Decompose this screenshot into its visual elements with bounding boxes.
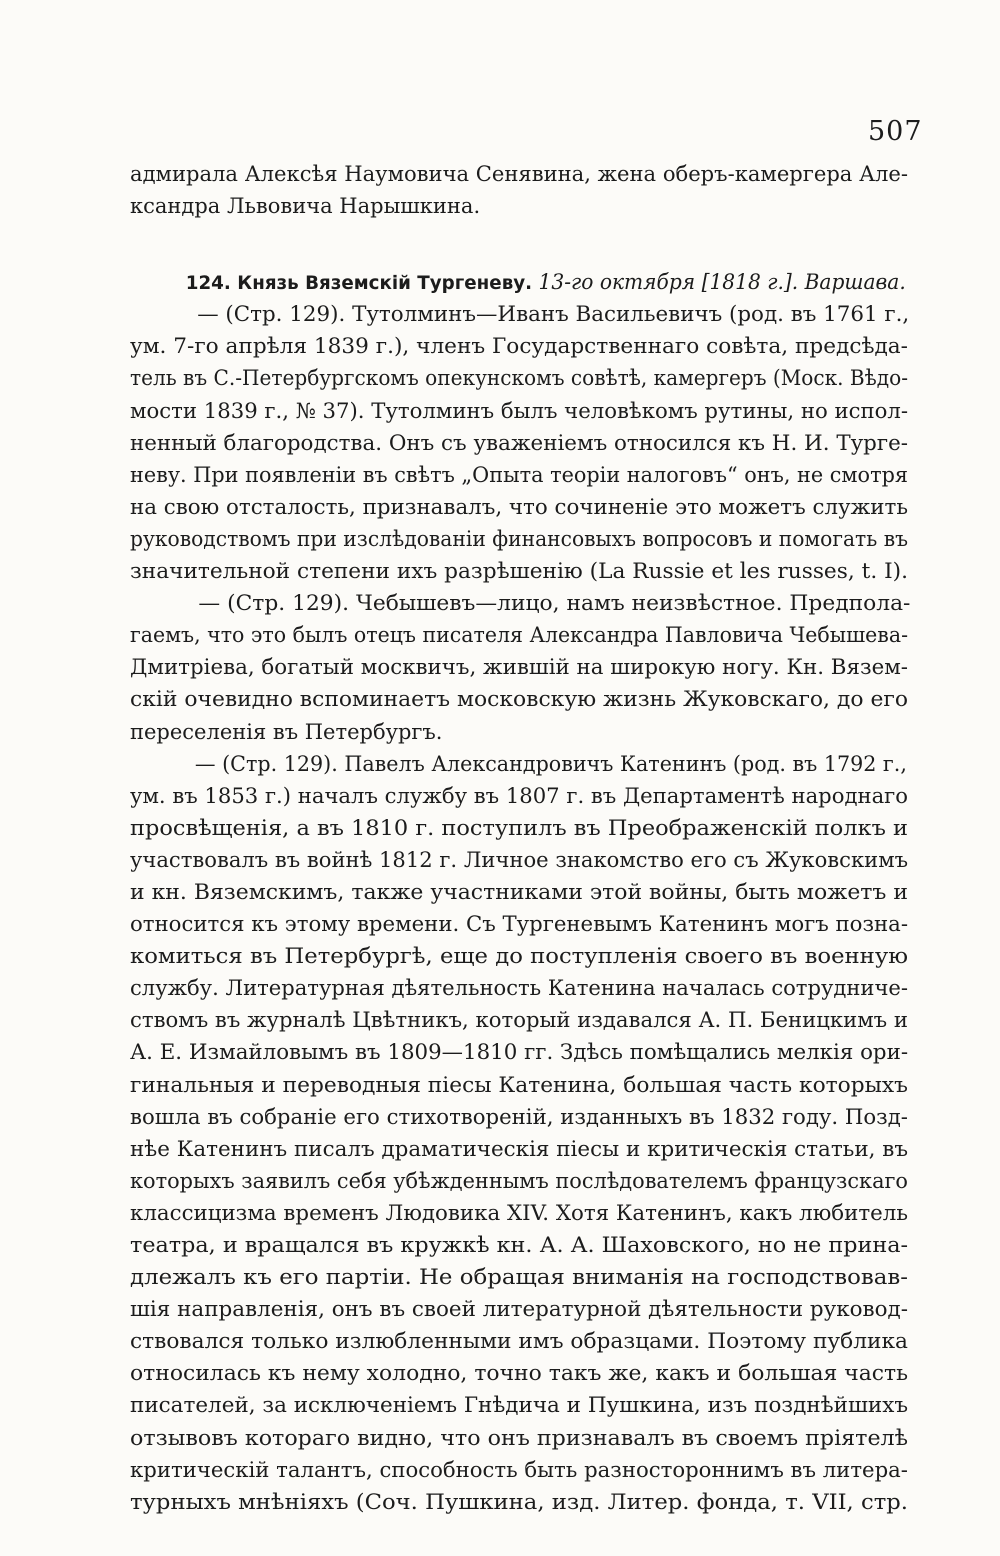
page-number: 507 (868, 116, 923, 147)
text-line: и кн. Вяземскимъ, также участниками этой войны, быть можетъ и (130, 879, 908, 904)
text-line: которыхъ заявилъ себя убѣжденнымъ послѣдователемъ французскаго (130, 1168, 908, 1193)
text-line: службу. Литературная дѣятельность Катенина началась сотрудниче- (130, 976, 908, 1001)
text-line: А. Е. Измайловымъ въ 1809—1810 гг. Здѣсь помѣщались мелкія ори- (130, 1040, 909, 1065)
text-line: нѣе Катенинъ писалъ драматическія піесы и критическія статьи, въ (130, 1136, 908, 1161)
text-line: — (Стр. 129). Павелъ Александровичъ Катенинъ (род. въ 1792 г., (194, 751, 907, 776)
text-line: на свою отсталость, признавалъ, что сочиненіе это можетъ служить (130, 494, 908, 519)
text-line: классицизма временъ Людовика XIV. Хотя Катенинъ, какъ любитель (130, 1200, 908, 1225)
text-line: критическій талантъ, способность быть разностороннимъ въ литера- (130, 1457, 908, 1482)
text-line: ненный благородства. Онъ съ уваженіемъ относился къ Н. И. Турге- (130, 430, 908, 455)
text-line: ум. 7-го апрѣля 1839 г.), членъ Государственнаго совѣта, предсѣда- (130, 334, 908, 359)
entry-date-place: 13-го октября [1818 г.]. Варшава. (538, 270, 906, 295)
text-line: мости 1839 г., № 37). Тутолминъ былъ человѣкомъ рутины, но испол- (130, 398, 908, 423)
text-line: комиться въ Петербургѣ, еще до поступленія своего въ военную (130, 944, 908, 969)
text-line: просвѣщенія, а въ 1810 г. поступилъ въ Преображенскій полкъ и (130, 815, 909, 840)
text-line: длежалъ къ его партіи. Не обращая вниманія на господствовав- (130, 1265, 909, 1290)
paragraph-gap (130, 222, 908, 266)
text-line: относилась къ нему холодно, точно такъ же, какъ и большая часть (130, 1361, 909, 1386)
text-line: отзывовъ котораго видно, что онъ признавалъ въ своемъ пріятелѣ (130, 1425, 909, 1450)
text-line: переселенія въ Петербургъ. (130, 719, 443, 744)
text-line: руководствомъ при изслѣдованіи финансовыхъ вопросовъ и помогать въ (130, 526, 908, 551)
text-line: адмирала Алексѣя Наумовича Сенявина, жена оберъ-камергера Але- (130, 162, 909, 186)
text-line: — (Стр. 129). Тутолминъ—Иванъ Васильевичъ (род. въ 1761 г., (197, 302, 910, 327)
text-line: тель въ С.-Петербургскомъ опекунскомъ совѣтѣ, камергеръ (Моск. Вѣдо- (130, 366, 909, 391)
text-line: ум. въ 1853 г.) началъ службу въ 1807 г. въ Департаментѣ народнаго (130, 783, 909, 808)
entry-heading: Князь Вяземскій Тургеневу. (237, 272, 533, 295)
text-line: турныхъ мнѣніяхъ (Соч. Пушкина, изд. Литер. фонда, т. VII, стр. (130, 1489, 908, 1514)
entry-number: 124. (185, 272, 231, 295)
text-line: ствомъ въ журналѣ Цвѣтникъ, который издавался А. П. Беницкимъ и (130, 1008, 909, 1033)
entry-heading-line (130, 266, 906, 298)
page-text (130, 158, 911, 1518)
text-line: значительной степени ихъ разрѣшенію (La Russie et les russes, t. I). (130, 559, 908, 584)
text-line: скій очевидно вспоминаетъ московскую жизнь Жуковскаго, до его (130, 687, 908, 712)
text-line: шія направленія, онъ въ своей литературной дѣятельности руковод- (130, 1297, 908, 1322)
text-line: гаемъ, что это былъ отецъ писателя Александра Павловича Чебышева- (130, 623, 909, 648)
text-line: Дмитріева, богатый москвичъ, жившій на широкую ногу. Кн. Вязем- (130, 655, 909, 680)
text-line: участвовалъ въ войнѣ 1812 г. Личное знакомство его съ Жуковскимъ (130, 847, 909, 872)
text-line: ствовался только излюбленными имъ образцами. Поэтому публика (130, 1329, 908, 1354)
text-line: театра, и вращался въ кружкѣ кн. А. А. Шаховского, но не прина- (130, 1233, 909, 1257)
text-line: — (Стр. 129). Чебышевъ—лицо, намъ неизвѣстное. Предпола- (198, 591, 911, 616)
text-line: относится къ этому времени. Съ Тургеневымъ Катенинъ могъ позна- (130, 912, 909, 937)
entry-body (130, 298, 911, 1518)
text-line: писателей, за исключеніемъ Гнѣдича и Пушкина, изъ позднѣйшихъ (130, 1393, 909, 1418)
text-line: вошла въ собраніе его стихотвореній, изданныхъ въ 1832 году. Позд- (130, 1104, 908, 1129)
text-line: неву. При появленіи въ свѣтъ „Опыта теоріи налоговъ“ онъ, не смотря (130, 462, 908, 487)
text-line: гинальныя и переводныя піесы Катенина, большая часть которыхъ (130, 1072, 909, 1097)
text-line: ксандра Львовича Нарышкина. (130, 194, 481, 219)
